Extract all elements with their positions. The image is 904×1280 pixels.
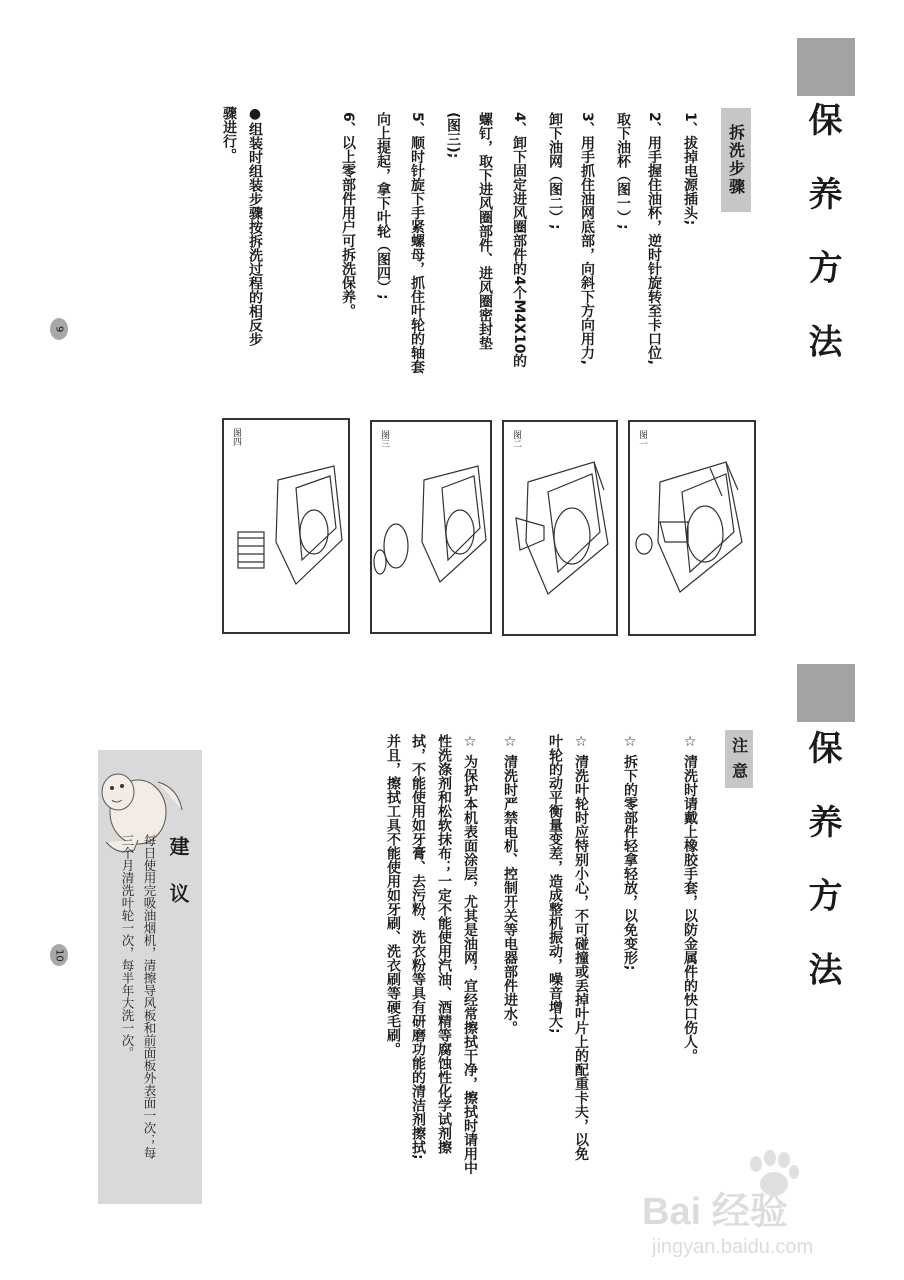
note-line: 性洗涤剂和松软抹布；一定不能使用汽油、酒精等腐蚀性化学试剂擦 <box>436 734 452 1154</box>
figure-4 <box>222 418 350 634</box>
page-title: 保 养 方 法 <box>802 730 842 1000</box>
title-bar <box>797 38 855 96</box>
step-line: 卸下油网（图二）; <box>547 112 563 230</box>
page-number: 10 <box>50 944 68 966</box>
step-line: 螺钉，取下进风圈部件、进风圈密封垫 <box>477 112 493 350</box>
figure-label: 图一 <box>637 430 647 448</box>
advice-heading: 建 议 <box>166 836 190 913</box>
baidu-watermark <box>640 1150 890 1270</box>
step-line: 4、卸下固定进风圈部件的4个M4X10的 <box>511 112 527 368</box>
range-hood-illustration <box>372 422 490 632</box>
watermark-url: jingyan.baidu.com <box>652 1236 814 1258</box>
figure-label: 图四 <box>231 428 241 446</box>
step-line: 6、以上零部件用户可拆洗保养。 <box>340 112 356 318</box>
advice-box <box>98 750 202 1204</box>
step-line: 取下油杯（图一）; <box>615 112 631 230</box>
note-line: ☆ 清洗时请戴上橡胶手套，以防金属件的快口伤人。 <box>682 734 698 1063</box>
range-hood-illustration <box>224 420 348 632</box>
step-line: 1、拔掉电源插头; <box>682 112 698 226</box>
note-line: 叶轮的动平衡量变差，造成整机振动，噪音增大; <box>547 734 563 1034</box>
step-line: 2、用手握住油杯，逆时针旋转至卡口位, <box>646 112 662 366</box>
note-line: 拭，不能使用如牙膏、去污粉、洗衣粉等具有研磨功能的清洁剂擦拭; <box>410 734 426 1160</box>
figure-1 <box>628 420 756 636</box>
section-tag: 拆洗步骤 <box>721 108 751 212</box>
step-line: 3、用手抓住油网底部，向斜下方向用力, <box>579 112 595 366</box>
assembly-note: ●组装时组装步骤按拆洗过程的相反步 <box>247 106 263 346</box>
advice-line: 三个月清洗叶轮一次，每半年大洗一次。 <box>120 834 135 1059</box>
note-line: ☆ 拆下的零部件轻拿轻放，以免变形; <box>622 734 638 971</box>
range-hood-illustration <box>504 422 616 634</box>
range-hood-illustration <box>630 422 754 634</box>
step-line: (图三); <box>445 112 461 159</box>
advice-line: 每日使用完吸油烟机，清擦导风板和前面板外表面一次；每 <box>142 834 157 1159</box>
note-line: ☆ 清洗叶轮时应特别小心，不可碰撞或丢掉叶片上的配重卡夫，以免 <box>573 734 589 1161</box>
figure-label: 图三 <box>379 430 389 448</box>
assembly-note: 骤进行。 <box>221 106 237 162</box>
note-line: ☆ 为保护本机表面涂层，尤其是油网，宜经常擦拭干净，擦拭时请用中 <box>462 734 478 1175</box>
note-line: 并且，擦拭工具不能使用如牙刷、洗衣刷等硬毛刷。 <box>385 734 401 1056</box>
step-line: 5、顺时针旋下手紧螺母，抓住叶轮的轴套 <box>409 112 425 374</box>
watermark-brand: Bai 经验 <box>642 1191 788 1233</box>
page-number: 9 <box>50 318 68 340</box>
section-tag: 注 意 <box>725 730 753 788</box>
title-bar <box>797 664 855 722</box>
figure-label: 图二 <box>511 430 521 448</box>
figure-3 <box>370 420 492 634</box>
page-title: 保 养 方 法 <box>802 102 842 372</box>
note-line: ☆ 清洗时严禁电机、控制开关等电器部件进水。 <box>502 734 518 1035</box>
figure-2 <box>502 420 618 636</box>
step-line: 向上提起，拿下叶轮（图四）; <box>375 112 391 300</box>
